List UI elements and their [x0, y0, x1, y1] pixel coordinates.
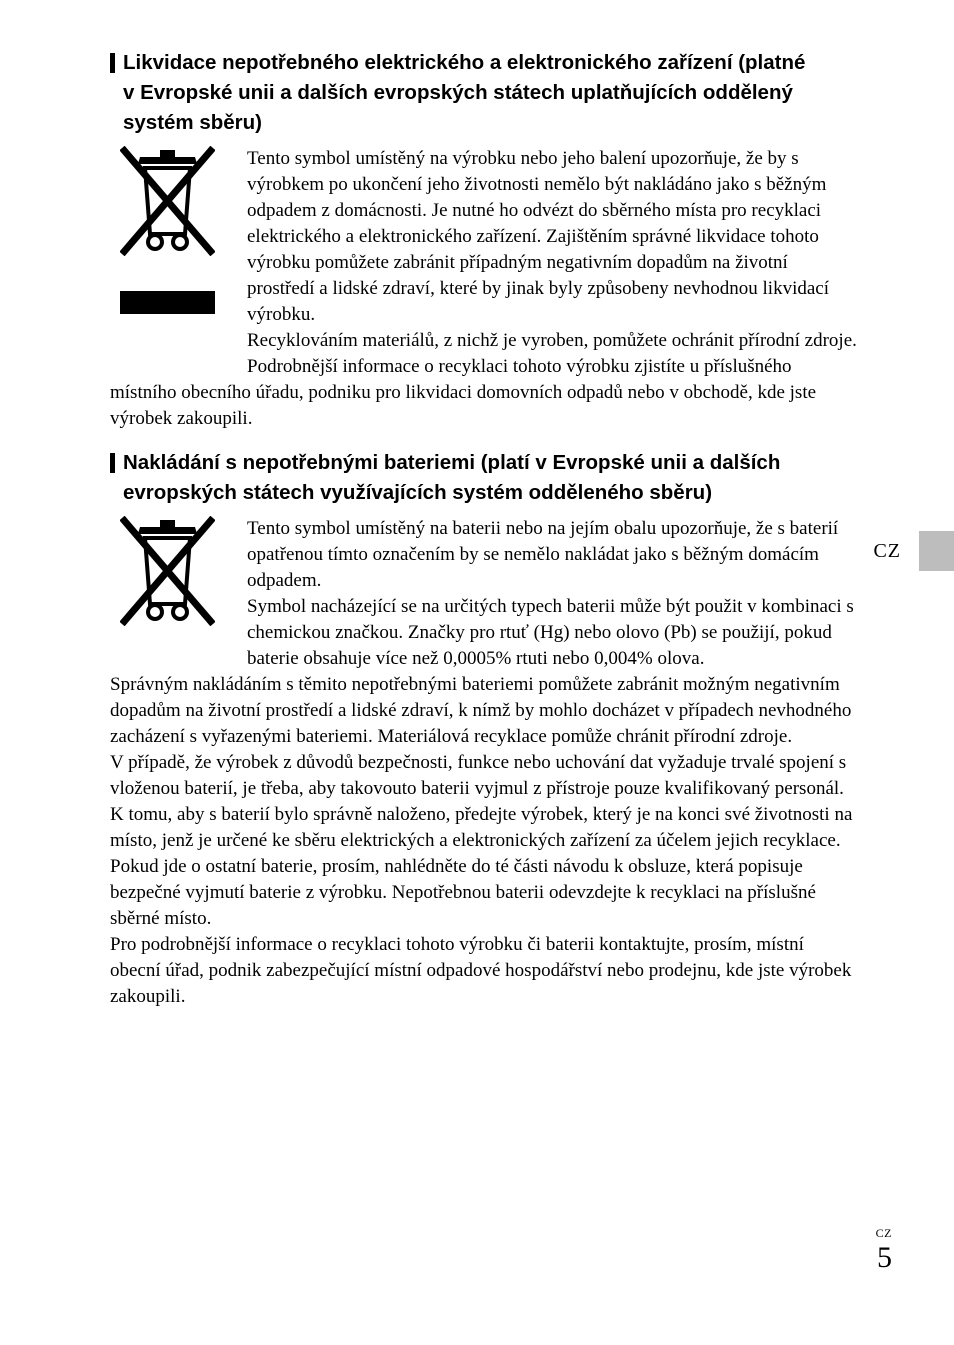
section-heading-weee — [110, 48, 816, 138]
language-tab-gray-block — [919, 531, 954, 571]
section-weee-disposal — [110, 48, 858, 432]
body-paragraph: Symbol nacházející se na určitých typech baterii může být použit v kombinaci s chemickou značkou. Značky pro rtuť (Hg) nebo olovo (Pb) se použijí, pokud baterie obsahuje více než 0,0005% rtuti nebo 0,004% olova. — [247, 596, 854, 669]
battery-symbol-block — [110, 516, 247, 672]
heading-marker-icon — [110, 453, 115, 473]
body-paragraph: Tento symbol umístěný na baterii nebo na jejím obalu upozorňuje, že s baterií opatřenou tímto označením by se nemělo nakládat jako s běžným domácím odpadem. — [247, 518, 839, 591]
black-bar — [120, 291, 215, 314]
footer-language-code: CZ — [875, 1226, 892, 1240]
body-paragraph: V případě, že výrobek z důvodů bezpečnosti, funkce nebo uchování dat vyžaduje trvalé spojení s vloženou baterií, je třeba, aby takovouto baterii vyjmul z přístroje pouze kvalifikovaný personál. — [110, 752, 847, 799]
page-number: 5 — [877, 1241, 892, 1274]
section-heading-battery — [110, 448, 816, 508]
body-paragraph: Recyklováním materiálů, z nichž je vyroben, pomůžete ochránit přírodní zdroje. Podrobnější informace o recyklaci tohoto výrobku zjistíte u příslušného místního obecního úřadu, podniku pro likvidaci domovních odpadů nebo v obchodě, kde jste výrobek zakoupili. — [110, 330, 857, 429]
body-paragraph: Správným nakládáním s těmito nepotřebnými bateriemi pomůžete zabránit možným negativním dopadům na životní prostředí a lidské zdraví, k nímž by mohlo docházet v případech nevhodného zacházení s vyřazenými bateriemi. Materiálová recyklace pomůže chránit přírodní zdroje. — [110, 674, 852, 747]
body-paragraph: K tomu, aby s baterií bylo správně naloženo, předejte výrobek, který je na konci své životnosti na místo, jenž je určené ke sběru elektrických a elektronických zařízení za účelem jejich recyklace. — [110, 804, 853, 851]
crossed-out-bin-icon — [120, 516, 215, 631]
page-footer — [876, 1226, 892, 1275]
section-battery-disposal — [110, 448, 858, 1010]
language-tab — [873, 531, 954, 571]
section-body — [110, 146, 858, 432]
crossed-out-bin-icon — [120, 146, 215, 261]
heading-marker-icon — [110, 53, 115, 73]
section-body — [110, 516, 858, 1010]
section-heading-text: Likvidace nepotřebného elektrického a elektronického zařízení (platné v Evropské unii a dalších evropských státech uplatňujících oddělený systém sběru) — [123, 51, 806, 134]
body-paragraph: Pro podrobnější informace o recyklaci tohoto výrobku či baterii kontaktujte, prosím, místní obecní úřad, podnik zabezpečující místní odpadové hospodářství nebo prodejnu, kde jste výrobek zakoupili. — [110, 934, 852, 1007]
body-paragraph: Tento symbol umístěný na výrobku nebo jeho balení upozorňuje, že by s výrobkem po ukončení jeho životnosti nemělo být nakládáno jako s běžným odpadem z domácnosti. Je nutné ho odvézt do sběrného místa pro recyklaci elektrického a elektronického zařízení. Zajištěním správné likvidace tohoto výrobku pomůžete zabránit případným negativním dopadům na životní prostředí a lidské zdraví, které by jinak byly způsobeny nevhodnou likvidací výrobku. — [247, 148, 829, 325]
weee-symbol-block — [110, 146, 247, 356]
section-heading-text: Nakládání s nepotřebnými bateriemi (platí v Evropské unii a dalších evropských státech využívajících systém odděleného sběru) — [123, 451, 781, 504]
language-tab-label: CZ — [873, 539, 901, 562]
body-paragraph: Pokud jde o ostatní baterie, prosím, nahlédněte do té části návodu k obsluze, která popisuje bezpečné vyjmutí baterie z výrobku. Nepotřebnou baterii odevzdejte k recyklaci na příslušné sběrné místo. — [110, 856, 816, 929]
page-content — [110, 48, 858, 1010]
